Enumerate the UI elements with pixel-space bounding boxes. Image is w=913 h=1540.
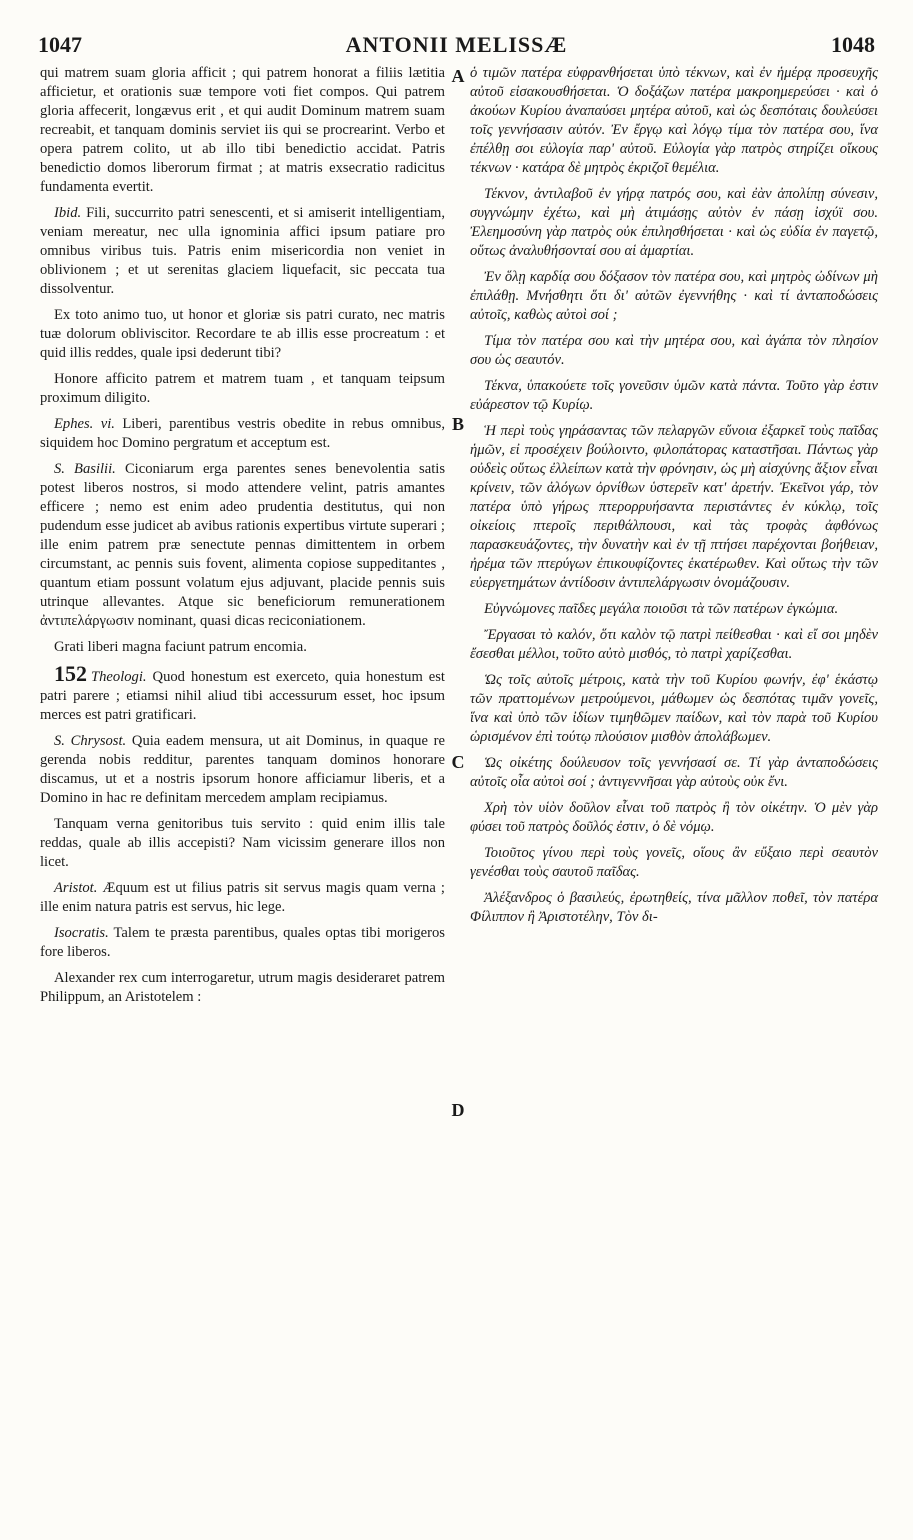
right-page-number: 1048 [831,32,875,57]
latin-paragraph: S. Chrysost. Quia eadem mensura, ut ait Dominus, in quaque re gerenda nobis redditur, parentes tanquam dominos honorare discamus, ut et a nostris ipsorum honore afficiamur liberis, et a Domino in hac re definitam mercedem amplam recipiamus. [40,733,446,806]
greek-paragraph: Εὐγνώμονες παῖδες μεγάλα ποιοῦσι τὰ τῶν πατέρων ἐγκώμια. [484,601,839,617]
latin-paragraph: Ibid. Fili, succurrito patri senescenti, et si amiserit intelligentiam, veniam mereatur, nec ulla ignominia affici ipsum patiare pro omnibus viribus tuis. Patris enim misericordia non veniet in oblivionem ; et ut serenitas glaciem liquefacit, sic peccata tua dissolventur. [40,205,445,297]
greek-paragraph: Ἀλέξανδρος ὁ βασιλεύς, ἐρωτηθείς, τίνα μᾶλλον ποθεῖ, τὸν πατέρα Φίλιππον ἢ Ἀριστοτέλην, Τὸν δι- [470,890,878,925]
latin-paragraph: Tanquam verna genitoribus tuis servito : quid enim illis tale reddas, quale ab illis accepisti? Nam vicissim generare illos non licet. [40,816,445,870]
source-label: Theologi. [91,669,147,685]
greek-paragraph: ὁ τιμῶν πατέρα εὐφρανθήσεται ὑπὸ τέκνων, καὶ ἐν ἡμέρᾳ προσευχῆς αὐτοῦ εἰσακουσθήσεται. Ὁ δοξάζων πατέρα μακροημερεύσει · καὶ ὁ ἀκούων Κυρίου ἀναπαύσει μητέρα αὐτοῦ, καὶ ὡς δεσπόταις δουλεύσει τοῖς γεννήσασιν αὐτόν. Ἐν ἔργῳ καὶ λόγῳ τίμα τὸν πατέρα σου, ἵνα ἐπέλθῃ σοι εὐλογία παρ' αὐτοῦ. Εὐλογία γὰρ πατρὸς στηρίζει οἴκους τέκνων · κατάρα δὲ μητρὸς ἐκριζοῖ θεμέλια. [470,65,878,176]
section-marker-c: C [451,752,465,772]
greek-paragraph: Χρὴ τὸν υἱὸν δοῦλον εἶναι τοῦ πατρὸς ἢ τὸν οἰκέτην. Ὁ μὲν γὰρ φύσει τοῦ πατρὸς δοῦλός ἐστιν, ὁ δὲ νόμῳ. [470,800,878,835]
latin-paragraph: Isocratis. Talem te præsta parentibus, quales optas tibi morigeros fore liberos. [40,925,445,960]
greek-paragraph: Τίμα τὸν πατέρα σου καὶ τὴν μητέρα σου, καὶ ἀγάπα τὸν πλησίον σου ὡς σεαυτόν. [470,333,878,368]
greek-paragraph: Τέκνα, ὑπακούετε τοῖς γονεῦσιν ὑμῶν κατὰ πάντα. Τοῦτο γὰρ ἐστιν εὐάρεστον τῷ Κυρίῳ. [470,378,878,413]
latin-paragraph: Ephes. vi. Liberi, parentibus vestris obedite in rebus omnibus, siquidem hoc Domino pergratum et acceptum est. [40,416,445,451]
greek-paragraph: Τέκνον, ἀντιλαβοῦ ἐν γήρᾳ πατρός σου, καὶ ἐὰν ἀπολίπῃ σύνεσιν, συγγνώμην ἐχέτω, καὶ μὴ ἀτιμάσῃς αὐτὸν ἐν πάσῃ ἰσχύϊ σου. Ἐλεημοσύνη γὰρ πατρὸς οὐκ ἐπιλησθήσεται · καὶ ὡς εὐδία ἐν παγετῷ, οὕτως ἀναλυθήσονταί σου αἱ ἁμαρτίαι. [470,186,878,259]
source-label: Ibid. [54,205,82,221]
latin-paragraph: Alexander rex cum interrogaretur, utrum magis desideraret patrem Philippum, an Aristotelem : [40,970,445,1005]
greek-column [470,64,878,934]
source-label: Ephes. vi. [54,416,115,432]
latin-paragraph: 152 Theologi. Quod honestum est exerceto, quia honestum est patri parere ; etiamsi nihil aliud tibi accessurum esset, hoc ipsum merces est patri gratificari. [40,661,445,723]
greek-paragraph: Ὡς τοῖς αὐτοῖς μέτροις, κατὰ τὴν τοῦ Κυρίου φωνήν, ἐφ' ἑκάστῳ τῶν πραττομένων μετρούμενοι, μάθωμεν ὡς δεσπότας τιμᾶν γονεῖς, ἵνα καὶ ὑπὸ τῶν ἰδίων τιμηθῶμεν παίδων, καὶ τὸν παρὰ τοῦ Κυρίου ὡρισμένον ἐπὶ τούτῳ πλούσιον μισθὸν ἀπολάβωμεν. [470,672,878,745]
latin-paragraph: Aristot. Æquum est ut filius patris sit servus magis quam verna ; ille enim natura patris est servus, hic lege. [40,880,445,915]
latin-paragraph: Ex toto animo tuo, ut honor et gloriæ sis patri curato, nec matris tuæ dolorum obliviscitor. Recordare te ab illis esse procreatum : et quid illis reddes, quale ipsi dederunt tibi? [40,307,445,361]
section-marker-d: D [451,1100,465,1120]
section-number: 152 [54,661,87,686]
latin-paragraph: qui matrem suam gloria afficit ; qui patrem honorat a filiis lætitia afficietur, et orationis suæ tempore voti fiet compos. Qui patrem gloria affecerit, longævus erit , et qui audit Dominum matrem suam recreabit, et tanquam dominis serviet iis qui se procrearint. Verbo et opera patrem colito, ut ab illo tibi benedictio accidat. Patris benedictio domos liberorum firmat ; at matris exsecratio radicitus fundamenta evertit. [40,65,445,195]
page-header [38,32,875,62]
source-label: S. Chrysost. [54,733,127,749]
latin-paragraph: S. Basilii. Ciconiarum erga parentes senes benevolentia satis potest liberos nostros, si modo attendere velint, patris amantes efficere ; nemo est enim adeo prudentia destitutus, qui non pudendum esse judicet ab avibus rationis expertibus virtute superari ; ille enim patrem præ senectute pennas dimittentem in orbem circumstant, ac pennis suis fovent, alimenta copiose suppeditantes , quantum etiam possunt volatum ejus adjuvant, placide pennis suis utrinque allevantes. Atque sic beneficiorum remunerationem ἀντιπελάργωσιν nominant, quasi dicas reciconiationem. [40,461,445,629]
source-label: S. Basilii. [54,461,116,477]
greek-paragraph: Ἐν ὅλῃ καρδίᾳ σου δόξασον τὸν πατέρα σου, καὶ μητρὸς ὠδίνων μὴ ἐπιλάθῃ. Μνήσθητι ὅτι δι' αὐτῶν ἐγεννήθης · καὶ τί ἀνταποδώσεις αὐτοῖς, καθὼς αὐτοὶ σοί ; [470,269,878,323]
greek-paragraph: Ὡς οἰκέτης δούλευσον τοῖς γεννήσασί σε. Τί γὰρ ἀνταποδώσεις αὐτοῖς οἷα αὐτοὶ σοί ; ἀντιγεννῆσαι γὰρ αὐτοὺς οὐκ ἔνι. [470,755,878,790]
section-marker-b: B [451,414,464,434]
section-marker-a: A [451,66,465,86]
greek-paragraph: Τοιοῦτος γίνου περὶ τοὺς γονεῖς, οἵους ἂν εὔξαιο περὶ σεαυτὸν γενέσθαι τοὺς σαυτοῦ παῖδας. [470,845,878,880]
greek-paragraph: Ἔργασαι τὸ καλόν, ὅτι καλὸν τῷ πατρὶ πείθεσθαι · καὶ εἴ σοι μηδὲν ἔσεσθαι μέλλοι, τοῦτο αὐτὸ μισθός, τὸ πατρὶ χαρίζεσθαι. [470,627,878,662]
greek-paragraph: Ἡ περὶ τοὺς γηράσαντας τῶν πελαργῶν εὔνοια ἐξαρκεῖ τοὺς παῖδας ἡμῶν, εἰ προσέχειν βούλοιντο, φιλοπάτορας καταστῆσαι. Πάντως γὰρ οὐδεὶς οὕτως ἐλλείπων κατὰ τὴν φρόνησιν, ὡς μὴ αἰσχύνης ἄξιον εἶναι κρίνειν, τῶν ἀλόγων ὀρνίθων ὑστερεῖν κατ' ἀρετήν. Ἐκεῖνοι γάρ, τὸν πατέρα ὑπὸ γήρως πτερορρυήσαντα περιστάντες ἐν κύκλῳ, τοῖς οἰκείοις πτεροῖς περιθάλπουσι, καὶ τὰς τροφὰς ἀφθόνως παρασκευάζοντες, τὴν δυνατὴν καὶ ἐν τῇ πτήσει παρέχονται βοήθειαν, ἠρέμα τῶν πτερύγων ἐπικουφίζοντες ἑκατέρωθεν. Καὶ οὕτως τὴν τῶν εὐεργετημάτων ἀντίδοσιν ἀντιπελάργωσιν ὀνομάζουσιν. [470,423,878,591]
left-page-number: 1047 [38,32,82,57]
latin-paragraph: Honore afficito patrem et matrem tuam , et tanquam teipsum proximum diligito. [40,371,445,406]
latin-column [40,64,445,1014]
running-title: ANTONII MELISSÆ [345,32,568,57]
latin-paragraph: Grati liberi magna faciunt patrum encomia. [54,639,307,655]
source-label: Aristot. [54,880,98,896]
source-label: Isocratis. [54,925,109,941]
